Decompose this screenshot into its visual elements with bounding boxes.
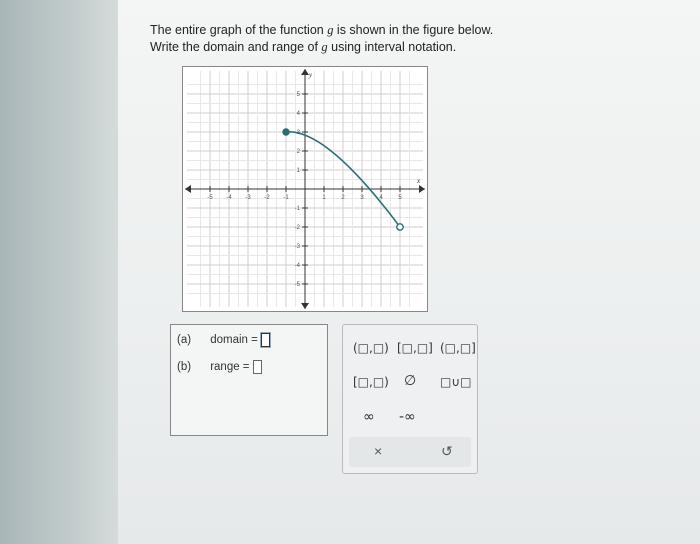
range-input[interactable] bbox=[253, 360, 262, 374]
undo-icon[interactable]: ↺ bbox=[441, 443, 453, 459]
x-axis-arrow-right bbox=[419, 185, 425, 193]
union-button[interactable]: □∪□ bbox=[440, 375, 472, 389]
answer-box bbox=[170, 324, 328, 436]
domain-part-label: (a) bbox=[177, 334, 192, 347]
domain-input[interactable] bbox=[261, 333, 270, 347]
x-tick-label: 5 bbox=[398, 195, 402, 201]
range-part-label: (b) bbox=[177, 361, 192, 374]
y-tick-label: -4 bbox=[294, 263, 300, 269]
x-tick-label: -4 bbox=[226, 195, 232, 201]
y-tick-label: 4 bbox=[296, 111, 300, 117]
open-endpoint bbox=[397, 224, 403, 230]
negative-infinity-button[interactable]: -∞ bbox=[399, 409, 416, 425]
function-name: g bbox=[327, 23, 334, 37]
x-tick-label: -3 bbox=[245, 195, 251, 201]
open-open-interval-button[interactable]: (□,□) bbox=[353, 341, 389, 355]
x-tick-label: 2 bbox=[341, 195, 345, 201]
graph-svg bbox=[183, 67, 427, 311]
y-tick-label: 2 bbox=[296, 149, 300, 155]
function-name-2: g bbox=[321, 40, 328, 54]
palette-footer bbox=[349, 437, 471, 467]
question-line-2-post: using interval notation. bbox=[327, 40, 457, 54]
y-tick-label: -2 bbox=[294, 225, 300, 231]
y-tick-label: 5 bbox=[296, 92, 300, 98]
domain-row bbox=[177, 333, 270, 347]
y-tick-label: -1 bbox=[294, 206, 300, 212]
question-line-2-pre: Write the domain and range of bbox=[150, 40, 322, 54]
range-row bbox=[177, 360, 262, 374]
x-tick-label: -5 bbox=[207, 195, 213, 201]
open-closed-interval-button[interactable]: (□,□] bbox=[440, 341, 476, 355]
interval-palette bbox=[342, 324, 478, 474]
y-tick-label: -3 bbox=[294, 244, 300, 250]
x-tick-label: -1 bbox=[283, 195, 289, 201]
y-axis-arrow-top bbox=[301, 69, 309, 75]
x-axis-arrow-left bbox=[185, 185, 191, 193]
y-tick-label: -5 bbox=[294, 282, 300, 288]
question-line-1-pre: The entire graph of the function bbox=[150, 23, 328, 37]
question-line-1-post: is shown in the figure below. bbox=[333, 23, 494, 37]
question-text bbox=[150, 22, 493, 56]
closed-closed-interval-button[interactable]: [□,□] bbox=[397, 341, 433, 355]
question-line-1 bbox=[150, 22, 493, 39]
x-tick-label: -2 bbox=[264, 195, 270, 201]
clear-icon[interactable]: × bbox=[374, 443, 383, 459]
closed-endpoint bbox=[283, 129, 289, 135]
question-line-2 bbox=[150, 39, 493, 56]
x-tick-label: 1 bbox=[322, 195, 326, 201]
infinity-button[interactable]: ∞ bbox=[363, 409, 375, 425]
y-tick-label: 1 bbox=[296, 168, 300, 174]
x-tick-label: 4 bbox=[379, 195, 383, 201]
y-tick-label: 3 bbox=[296, 130, 300, 136]
y-axis-label: y bbox=[309, 71, 313, 79]
domain-label: domain = bbox=[210, 334, 258, 347]
function-graph bbox=[182, 66, 428, 312]
y-axis-arrow-bottom bbox=[301, 303, 309, 309]
closed-open-interval-button[interactable]: [□,□) bbox=[353, 375, 389, 389]
empty-set-button[interactable]: ∅ bbox=[404, 373, 417, 389]
x-tick-label: 3 bbox=[360, 195, 364, 201]
range-label: range = bbox=[210, 361, 250, 374]
x-axis-label: x bbox=[417, 177, 421, 185]
